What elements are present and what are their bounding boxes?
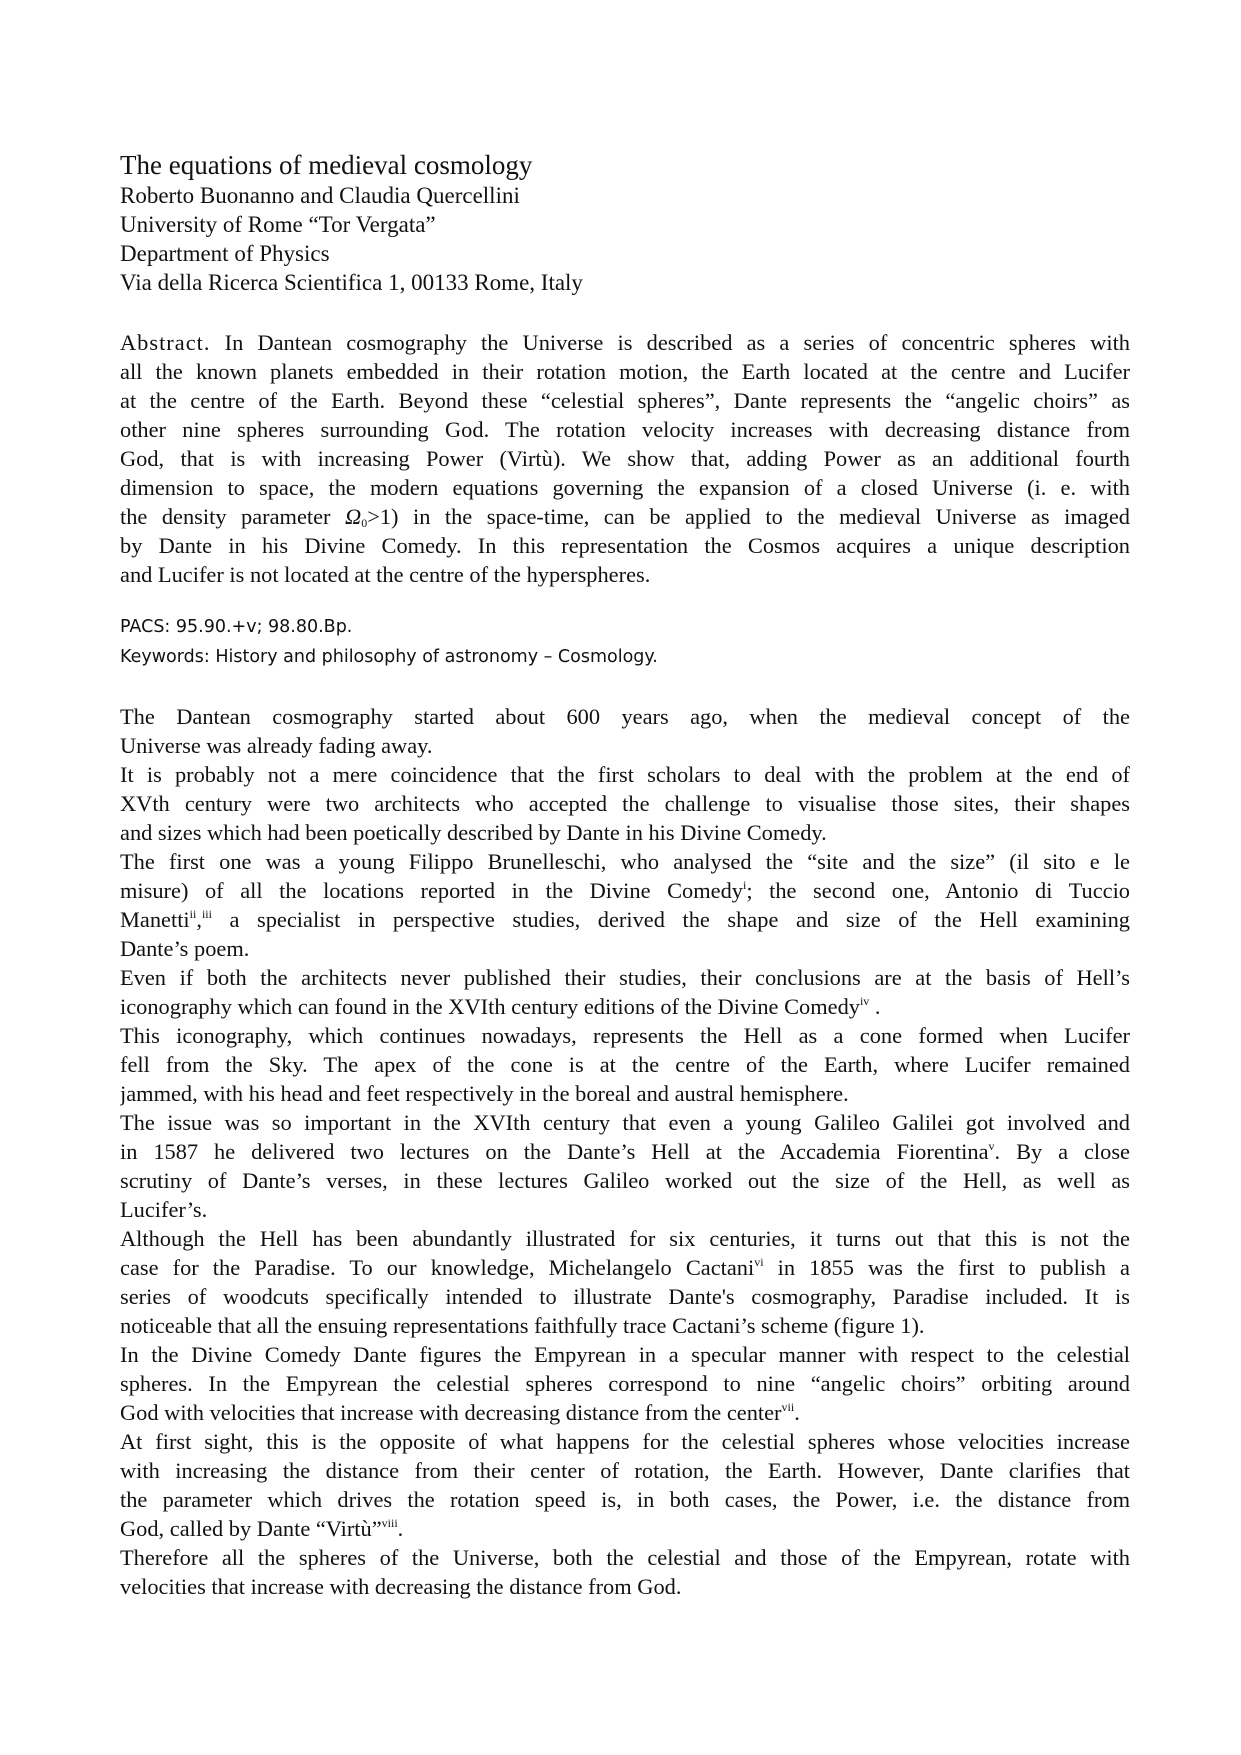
text-run: The Dantean cosmography started about 600 years ago, when the medieval concept of the (120, 704, 1130, 729)
text-run: . (869, 994, 881, 1019)
department: Department of Physics (120, 241, 330, 266)
text-line (120, 1340, 1130, 1369)
text-line (120, 905, 1130, 934)
text-run: jammed, with his head and feet respectively in the boreal and austral hemisphere. (120, 1081, 849, 1106)
text-line (120, 531, 1130, 560)
text-run: all the known planets embedded in their rotation motion, the Earth located at the centre and Lucifer (120, 359, 1130, 384)
text-line (120, 1079, 1130, 1108)
text-run: at the centre of the Earth. Beyond these “celestial spheres”, Dante represents the “angelic choirs” as (120, 388, 1130, 413)
paper-title: The equations of medieval cosmology (120, 150, 533, 180)
text-run: . (794, 1400, 800, 1425)
text-run: The issue was so important in the XVIth century that even a young Galileo Galilei got involved and (120, 1110, 1130, 1135)
text-line (120, 1543, 1130, 1572)
text-line (120, 876, 1130, 905)
text-run: God, called by Dante “Virtù” (120, 1516, 382, 1541)
text-line (120, 847, 1130, 876)
text-run: Lucifer’s. (120, 1197, 208, 1222)
text-run: Dante’s poem. (120, 936, 250, 961)
text-line (120, 1224, 1130, 1253)
text-run: iconography which can found in the XVIth century editions of the Divine Comedy (120, 994, 860, 1019)
footnote-marker: vi (754, 1255, 764, 1269)
text-line (120, 415, 1130, 444)
footnote-marker: ii (189, 907, 197, 921)
text-run: Although the Hell has been abundantly illustrated for six centuries, it turns out that this is not the (120, 1226, 1130, 1251)
text-line (120, 1572, 1130, 1601)
text-line (120, 357, 1130, 386)
text-run: other nine spheres surrounding God. The rotation velocity increases with decreasing distance from (120, 417, 1130, 442)
text-run: ; the second one, Antonio di Tuccio (746, 878, 1130, 903)
text-line (120, 992, 1130, 1021)
text-run: a specialist in perspective studies, derived the shape and size of the Hell examining (211, 907, 1130, 932)
text-run: velocities that increase with decreasing the distance from God. (120, 1574, 682, 1599)
text-run: the parameter which drives the rotation speed is, in both cases, the Power, i.e. the distance from (120, 1487, 1130, 1512)
text-line (120, 1456, 1130, 1485)
text-line (120, 386, 1130, 415)
text-line (120, 789, 1130, 818)
text-run: This iconography, which continues nowadays, represents the Hell as a cone formed when Lucifer (120, 1023, 1130, 1048)
metadata (120, 612, 1130, 672)
text-run: God with velocities that increase with decreasing distance from the center (120, 1400, 782, 1425)
text-line (120, 560, 1130, 589)
text-line (120, 1166, 1130, 1195)
authors: Roberto Buonanno and Claudia Quercellini (120, 183, 520, 208)
address: Via della Ricerca Scientifica 1, 00133 Rome, Italy (120, 270, 583, 295)
text-run: series of woodcuts specifically intended to illustrate Dante's cosmography, Paradise included. It is (120, 1284, 1130, 1309)
text-line (120, 1108, 1130, 1137)
text-run: God, that is with increasing Power (Virtù). We show that, adding Power as an additional fourth (120, 446, 1130, 471)
footnote-marker: v (988, 1139, 995, 1153)
text-run: misure) of all the locations reported in the Divine Comedy (120, 878, 743, 903)
text-line (120, 731, 1130, 760)
text-line (120, 473, 1130, 502)
math-symbol: Ω (345, 504, 362, 529)
text-run: and sizes which had been poetically described by Dante in his Divine Comedy. (120, 820, 827, 845)
text-run: In Dantean cosmography the Universe is described as a series of concentric spheres with (210, 330, 1130, 355)
footnote-marker: i (742, 878, 747, 892)
text-line (120, 1137, 1130, 1166)
text-line (120, 702, 1130, 731)
text-line (120, 1253, 1130, 1282)
text-run: In the Divine Comedy Dante figures the Empyrean in a specular manner with respect to the celestial (120, 1342, 1130, 1367)
text-run: by Dante in his Divine Comedy. In this representation the Cosmos acquires a unique description (120, 533, 1130, 558)
text-run: It is probably not a mere coincidence that the first scholars to deal with the problem at the end of (120, 762, 1130, 787)
text-run: scrutiny of Dante’s verses, in these lectures Galileo worked out the size of the Hell, as well as (120, 1168, 1130, 1193)
text-line (120, 1021, 1130, 1050)
text-line (120, 963, 1130, 992)
text-run: >1) in the space-time, can be applied to the medieval Universe as imaged (367, 504, 1130, 529)
pacs-codes: PACS: 95.90.+v; 98.80.Bp. (120, 617, 353, 637)
keywords: Keywords: History and philosophy of astronomy – Cosmology. (120, 647, 658, 667)
text-run: Universe was already fading away. (120, 733, 433, 758)
text-run: in 1855 was the first to publish a (763, 1255, 1130, 1280)
text-line (120, 1398, 1130, 1427)
text-run: in 1587 he delivered two lectures on the Dante’s Hell at the Accademia Fiorentina (120, 1139, 989, 1164)
text-run: dimension to space, the modern equations governing the expansion of a closed Universe (i. e. with (120, 475, 1130, 500)
text-line (120, 1311, 1130, 1340)
text-run: with increasing the distance from their center of rotation, the Earth. However, Dante clarifies that (120, 1458, 1130, 1483)
abstract (120, 328, 1130, 589)
subscript: 0 (361, 516, 368, 530)
text-run: and Lucifer is not located at the centre of the hyperspheres. (120, 562, 651, 587)
text-line (120, 502, 1130, 531)
affiliation: University of Rome “Tor Vergata” (120, 212, 436, 237)
text-run: , (196, 907, 202, 932)
text-run: case for the Paradise. To our knowledge, Michelangelo Cactani (120, 1255, 755, 1280)
text-run: spheres. In the Empyrean the celestial spheres correspond to nine “angelic choirs” orbiting around (120, 1371, 1130, 1396)
footnote-marker: vii (781, 1400, 795, 1414)
text-run: noticeable that all the ensuing representations faithfully trace Cactani’s scheme (figure 1). (120, 1313, 925, 1338)
text-line (120, 934, 1130, 963)
footnote-marker: iii (201, 907, 212, 921)
text-run: The first one was a young Filippo Brunelleschi, who analysed the “site and the size” (il sito e le (120, 849, 1130, 874)
text-line (120, 328, 1130, 357)
body-text (120, 702, 1130, 1601)
footnote-marker: iv (859, 994, 870, 1008)
paper-header (120, 150, 1130, 297)
text-run: . (397, 1516, 404, 1541)
text-line (120, 1514, 1130, 1543)
abstract-label: Abstract. (120, 330, 211, 355)
text-run: . By a close (994, 1139, 1130, 1164)
text-run: Therefore all the spheres of the Universe, both the celestial and those of the Empyrean, rotate with (120, 1545, 1130, 1570)
text-run: Even if both the architects never published their studies, their conclusions are at the basis of Hell’s (120, 965, 1130, 990)
text-line (120, 1195, 1130, 1224)
text-line (120, 1369, 1130, 1398)
text-run: the density parameter (120, 504, 345, 529)
text-run: XVth century were two architects who accepted the challenge to visualise those sites, their shapes (120, 791, 1130, 816)
text-line (120, 1485, 1130, 1514)
text-line (120, 1427, 1130, 1456)
text-line (120, 1282, 1130, 1311)
text-run: At first sight, this is the opposite of what happens for the celestial spheres whose velocities increase (120, 1429, 1130, 1454)
text-run: Manetti (120, 907, 190, 932)
footnote-marker: viii (381, 1516, 398, 1530)
text-line (120, 818, 1130, 847)
text-line (120, 1050, 1130, 1079)
text-line (120, 760, 1130, 789)
text-line (120, 444, 1130, 473)
text-run: fell from the Sky. The apex of the cone is at the centre of the Earth, where Lucifer remained (120, 1052, 1130, 1077)
